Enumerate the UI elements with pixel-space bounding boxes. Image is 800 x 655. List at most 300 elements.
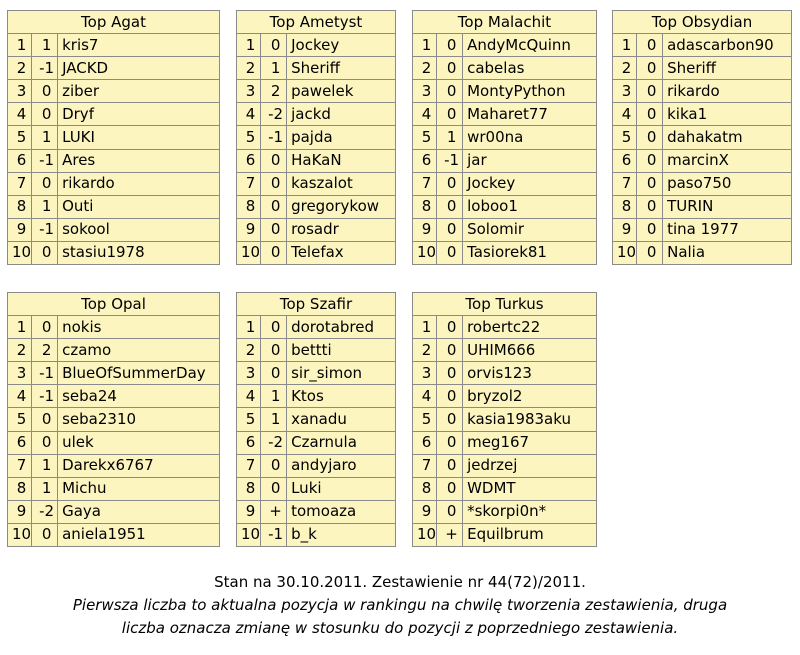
position-cell: 3: [613, 80, 637, 103]
table-row: [237, 34, 396, 57]
change-cell: 0: [637, 126, 663, 149]
player-name-cell: Michu: [58, 477, 220, 500]
position-cell: 10: [413, 523, 437, 546]
change-cell: 0: [32, 431, 58, 454]
table-row: [613, 241, 792, 264]
table-row: [613, 57, 792, 80]
table-header-row: [237, 293, 396, 316]
change-cell: 0: [32, 241, 58, 264]
change-cell: 0: [637, 172, 663, 195]
change-cell: 0: [437, 80, 463, 103]
change-cell: 0: [32, 80, 58, 103]
change-cell: 1: [261, 408, 287, 431]
table-row: [413, 477, 597, 500]
table-row: [613, 218, 792, 241]
player-name-cell: robertc22: [463, 316, 597, 339]
player-name-cell: jar: [463, 149, 597, 172]
table-row: [237, 80, 396, 103]
change-cell: 0: [437, 385, 463, 408]
table-row: [8, 34, 220, 57]
table-row: [613, 172, 792, 195]
player-name-cell: Equilbrum: [463, 523, 597, 546]
player-name-cell: seba24: [58, 385, 220, 408]
player-name-cell: rikardo: [58, 172, 220, 195]
player-name-cell: Ares: [58, 149, 220, 172]
player-name-cell: MontyPython: [463, 80, 597, 103]
change-cell: 0: [437, 339, 463, 362]
player-name-cell: kika1: [663, 103, 792, 126]
position-cell: 7: [613, 172, 637, 195]
table-row: [413, 34, 597, 57]
player-name-cell: kasia1983aku: [463, 408, 597, 431]
player-name-cell: b_k: [287, 523, 396, 546]
table-row: [237, 339, 396, 362]
table-row: [237, 149, 396, 172]
player-name-cell: UHIM666: [463, 339, 597, 362]
player-name-cell: meg167: [463, 431, 597, 454]
change-cell: 0: [32, 523, 58, 546]
position-cell: 3: [413, 80, 437, 103]
player-name-cell: Sheriff: [287, 57, 396, 80]
player-name-cell: Gaya: [58, 500, 220, 523]
position-cell: 8: [8, 477, 32, 500]
position-cell: 7: [237, 172, 261, 195]
player-name-cell: Maharet77: [463, 103, 597, 126]
player-name-cell: bettti: [287, 339, 396, 362]
change-cell: 0: [261, 362, 287, 385]
change-cell: 0: [637, 241, 663, 264]
position-cell: 1: [413, 34, 437, 57]
table-row: [413, 195, 597, 218]
change-cell: 0: [32, 408, 58, 431]
ranking-table-top-szafir: [236, 292, 396, 547]
table-row: [413, 172, 597, 195]
position-cell: 4: [237, 103, 261, 126]
player-name-cell: Sheriff: [663, 57, 792, 80]
position-cell: 2: [8, 339, 32, 362]
table-row: [413, 103, 597, 126]
player-name-cell: Tasiorek81: [463, 241, 597, 264]
position-cell: 1: [8, 34, 32, 57]
change-cell: 1: [32, 34, 58, 57]
change-cell: 1: [32, 126, 58, 149]
position-cell: 4: [613, 103, 637, 126]
player-name-cell: cabelas: [463, 57, 597, 80]
player-name-cell: pajda: [287, 126, 396, 149]
change-cell: -1: [32, 385, 58, 408]
position-cell: 1: [413, 316, 437, 339]
position-cell: 6: [237, 149, 261, 172]
position-cell: 5: [237, 126, 261, 149]
table-row: [8, 149, 220, 172]
table-row: [413, 523, 597, 546]
change-cell: 0: [437, 431, 463, 454]
player-name-cell: sir_simon: [287, 362, 396, 385]
change-cell: 0: [637, 80, 663, 103]
table-row: [237, 316, 396, 339]
table-row: [237, 195, 396, 218]
position-cell: 9: [413, 218, 437, 241]
player-name-cell: rosadr: [287, 218, 396, 241]
player-name-cell: JACKD: [58, 57, 220, 80]
change-cell: 0: [261, 339, 287, 362]
change-cell: 0: [261, 34, 287, 57]
position-cell: 2: [613, 57, 637, 80]
position-cell: 10: [8, 523, 32, 546]
position-cell: 8: [237, 477, 261, 500]
player-name-cell: dorotabred: [287, 316, 396, 339]
table-header-row: [8, 293, 220, 316]
change-cell: 0: [437, 454, 463, 477]
player-name-cell: rikardo: [663, 80, 792, 103]
table-row: [413, 80, 597, 103]
player-name-cell: jedrzej: [463, 454, 597, 477]
table-row: [237, 103, 396, 126]
change-cell: 0: [32, 172, 58, 195]
table-row: [8, 385, 220, 408]
ranking-table-top-turkus: [412, 292, 597, 547]
position-cell: 7: [413, 172, 437, 195]
change-cell: 0: [637, 103, 663, 126]
change-cell: 1: [32, 454, 58, 477]
table-title: Top Malachit: [413, 11, 597, 34]
player-name-cell: AndyMcQuinn: [463, 34, 597, 57]
change-cell: 1: [261, 385, 287, 408]
change-cell: 0: [637, 218, 663, 241]
table-row: [413, 126, 597, 149]
table-row: [413, 500, 597, 523]
position-cell: 5: [8, 126, 32, 149]
position-cell: 6: [237, 431, 261, 454]
position-cell: 3: [8, 362, 32, 385]
position-cell: 5: [237, 408, 261, 431]
player-name-cell: Outi: [58, 195, 220, 218]
caption-explanation-line-1: Pierwsza liczba to aktualna pozycja w rankingu na chwilę tworzenia zestawienia, druga: [72, 596, 728, 614]
player-name-cell: stasiu1978: [58, 241, 220, 264]
player-name-cell: LUKI: [58, 126, 220, 149]
player-name-cell: nokis: [58, 316, 220, 339]
change-cell: 0: [437, 362, 463, 385]
player-name-cell: paso750: [663, 172, 792, 195]
change-cell: -1: [32, 218, 58, 241]
player-name-cell: kaszalot: [287, 172, 396, 195]
position-cell: 8: [237, 195, 261, 218]
position-cell: 9: [8, 500, 32, 523]
table-row: [613, 80, 792, 103]
position-cell: 3: [237, 80, 261, 103]
change-cell: -1: [32, 149, 58, 172]
table-row: [613, 149, 792, 172]
position-cell: 9: [237, 500, 261, 523]
player-name-cell: Solomir: [463, 218, 597, 241]
player-name-cell: orvis123: [463, 362, 597, 385]
player-name-cell: gregorykow: [287, 195, 396, 218]
player-name-cell: Jockey: [287, 34, 396, 57]
player-name-cell: jackd: [287, 103, 396, 126]
table-row: [8, 523, 220, 546]
caption: [0, 571, 800, 640]
position-cell: 3: [8, 80, 32, 103]
ranking-table-top-ametyst: [236, 10, 396, 265]
position-cell: 10: [237, 523, 261, 546]
player-name-cell: ziber: [58, 80, 220, 103]
change-cell: 1: [261, 57, 287, 80]
position-cell: 8: [413, 195, 437, 218]
position-cell: 2: [413, 57, 437, 80]
change-cell: 0: [261, 195, 287, 218]
table-row: [237, 385, 396, 408]
player-name-cell: Telefax: [287, 241, 396, 264]
table-header-row: [8, 11, 220, 34]
table-row: [237, 218, 396, 241]
change-cell: -1: [437, 149, 463, 172]
position-cell: 8: [613, 195, 637, 218]
position-cell: 8: [8, 195, 32, 218]
player-name-cell: xanadu: [287, 408, 396, 431]
player-name-cell: tomoaza: [287, 500, 396, 523]
position-cell: 10: [8, 241, 32, 264]
player-name-cell: seba2310: [58, 408, 220, 431]
player-name-cell: WDMT: [463, 477, 597, 500]
change-cell: 0: [261, 477, 287, 500]
table-header-row: [413, 11, 597, 34]
change-cell: -2: [261, 431, 287, 454]
table-title: Top Opal: [8, 293, 220, 316]
position-cell: 9: [413, 500, 437, 523]
change-cell: +: [261, 500, 287, 523]
player-name-cell: Jockey: [463, 172, 597, 195]
table-row: [413, 149, 597, 172]
table-title: Top Szafir: [237, 293, 396, 316]
change-cell: 0: [437, 34, 463, 57]
change-cell: 0: [261, 149, 287, 172]
position-cell: 3: [413, 362, 437, 385]
position-cell: 5: [413, 126, 437, 149]
change-cell: 1: [437, 126, 463, 149]
player-name-cell: kris7: [58, 34, 220, 57]
position-cell: 1: [237, 34, 261, 57]
player-name-cell: Luki: [287, 477, 396, 500]
position-cell: 10: [237, 241, 261, 264]
table-header-row: [413, 293, 597, 316]
position-cell: 4: [8, 385, 32, 408]
player-name-cell: bryzol2: [463, 385, 597, 408]
position-cell: 5: [8, 408, 32, 431]
change-cell: 0: [637, 149, 663, 172]
table-row: [237, 477, 396, 500]
player-name-cell: Czarnula: [287, 431, 396, 454]
change-cell: -1: [32, 57, 58, 80]
table-row: [613, 34, 792, 57]
position-cell: 7: [237, 454, 261, 477]
change-cell: 0: [32, 316, 58, 339]
change-cell: 0: [437, 408, 463, 431]
table-row: [413, 454, 597, 477]
position-cell: 10: [613, 241, 637, 264]
change-cell: 0: [261, 218, 287, 241]
player-name-cell: adascarbon90: [663, 34, 792, 57]
table-row: [413, 218, 597, 241]
position-cell: 9: [8, 218, 32, 241]
position-cell: 9: [237, 218, 261, 241]
change-cell: 0: [637, 34, 663, 57]
ranking-table-top-obsydian: [612, 10, 792, 265]
table-row: [237, 408, 396, 431]
change-cell: 0: [437, 500, 463, 523]
table-row: [8, 339, 220, 362]
table-row: [237, 500, 396, 523]
position-cell: 6: [8, 149, 32, 172]
change-cell: -2: [32, 500, 58, 523]
position-cell: 4: [413, 385, 437, 408]
table-row: [8, 218, 220, 241]
table-row: [237, 431, 396, 454]
position-cell: 4: [237, 385, 261, 408]
position-cell: 4: [8, 103, 32, 126]
player-name-cell: aniela1951: [58, 523, 220, 546]
table-row: [413, 385, 597, 408]
table-header-row: [237, 11, 396, 34]
player-name-cell: Dryf: [58, 103, 220, 126]
position-cell: 8: [413, 477, 437, 500]
table-row: [413, 431, 597, 454]
table-title: Top Obsydian: [613, 11, 792, 34]
table-row: [8, 57, 220, 80]
table-row: [8, 477, 220, 500]
table-row: [8, 408, 220, 431]
table-row: [8, 126, 220, 149]
table-row: [413, 241, 597, 264]
table-row: [413, 339, 597, 362]
change-cell: 0: [261, 316, 287, 339]
change-cell: 1: [32, 195, 58, 218]
table-row: [237, 523, 396, 546]
player-name-cell: HaKaN: [287, 149, 396, 172]
change-cell: 0: [437, 57, 463, 80]
position-cell: 3: [237, 362, 261, 385]
player-name-cell: BlueOfSummerDay: [58, 362, 220, 385]
player-name-cell: pawelek: [287, 80, 396, 103]
player-name-cell: TURIN: [663, 195, 792, 218]
position-cell: 10: [413, 241, 437, 264]
table-row: [8, 195, 220, 218]
position-cell: 1: [8, 316, 32, 339]
table-row: [237, 362, 396, 385]
change-cell: 0: [261, 454, 287, 477]
table-row: [8, 103, 220, 126]
ranking-table-top-agat: [7, 10, 220, 265]
table-row: [237, 454, 396, 477]
table-row: [613, 195, 792, 218]
table-row: [8, 316, 220, 339]
ranking-table-top-opal: [7, 292, 220, 547]
table-title: Top Turkus: [413, 293, 597, 316]
position-cell: 7: [8, 454, 32, 477]
position-cell: 2: [8, 57, 32, 80]
player-name-cell: Nalia: [663, 241, 792, 264]
position-cell: 6: [413, 431, 437, 454]
player-name-cell: ulek: [58, 431, 220, 454]
player-name-cell: loboo1: [463, 195, 597, 218]
change-cell: 1: [32, 477, 58, 500]
table-row: [8, 241, 220, 264]
change-cell: 0: [437, 172, 463, 195]
position-cell: 9: [613, 218, 637, 241]
change-cell: 0: [637, 195, 663, 218]
position-cell: 6: [413, 149, 437, 172]
change-cell: +: [437, 523, 463, 546]
table-title: Top Agat: [8, 11, 220, 34]
table-row: [237, 57, 396, 80]
change-cell: 0: [437, 316, 463, 339]
position-cell: 2: [413, 339, 437, 362]
change-cell: 0: [637, 57, 663, 80]
table-row: [613, 103, 792, 126]
table-row: [413, 362, 597, 385]
caption-explanation-line-2: liczba oznacza zmianę w stosunku do pozycji z poprzedniego zestawienia.: [121, 619, 679, 637]
position-cell: 6: [613, 149, 637, 172]
table-title: Top Ametyst: [237, 11, 396, 34]
table-header-row: [613, 11, 792, 34]
table-row: [413, 408, 597, 431]
position-cell: 4: [413, 103, 437, 126]
position-cell: 7: [8, 172, 32, 195]
position-cell: 5: [613, 126, 637, 149]
change-cell: 0: [261, 241, 287, 264]
position-cell: 2: [237, 339, 261, 362]
player-name-cell: *skorpi0n*: [463, 500, 597, 523]
table-row: [237, 126, 396, 149]
change-cell: -2: [261, 103, 287, 126]
position-cell: 5: [413, 408, 437, 431]
change-cell: 0: [437, 241, 463, 264]
player-name-cell: sokool: [58, 218, 220, 241]
change-cell: 0: [437, 195, 463, 218]
position-cell: 2: [237, 57, 261, 80]
position-cell: 6: [8, 431, 32, 454]
table-row: [413, 316, 597, 339]
change-cell: 0: [32, 103, 58, 126]
position-cell: 1: [237, 316, 261, 339]
player-name-cell: Darekx6767: [58, 454, 220, 477]
player-name-cell: wr00na: [463, 126, 597, 149]
table-row: [8, 362, 220, 385]
table-row: [8, 172, 220, 195]
change-cell: 2: [261, 80, 287, 103]
player-name-cell: dahakatm: [663, 126, 792, 149]
position-cell: 7: [413, 454, 437, 477]
change-cell: 0: [437, 103, 463, 126]
ranking-table-top-malachit: [412, 10, 597, 265]
player-name-cell: andyjaro: [287, 454, 396, 477]
position-cell: 1: [613, 34, 637, 57]
caption-date-line: Stan na 30.10.2011. Zestawienie nr 44(72)/2011.: [214, 573, 586, 591]
player-name-cell: czamo: [58, 339, 220, 362]
change-cell: 0: [437, 477, 463, 500]
change-cell: 2: [32, 339, 58, 362]
change-cell: -1: [261, 126, 287, 149]
table-row: [613, 126, 792, 149]
player-name-cell: tina 1977: [663, 218, 792, 241]
table-row: [237, 172, 396, 195]
change-cell: 0: [437, 218, 463, 241]
change-cell: 0: [261, 172, 287, 195]
table-row: [413, 57, 597, 80]
player-name-cell: marcinX: [663, 149, 792, 172]
change-cell: -1: [32, 362, 58, 385]
table-row: [8, 500, 220, 523]
change-cell: -1: [261, 523, 287, 546]
